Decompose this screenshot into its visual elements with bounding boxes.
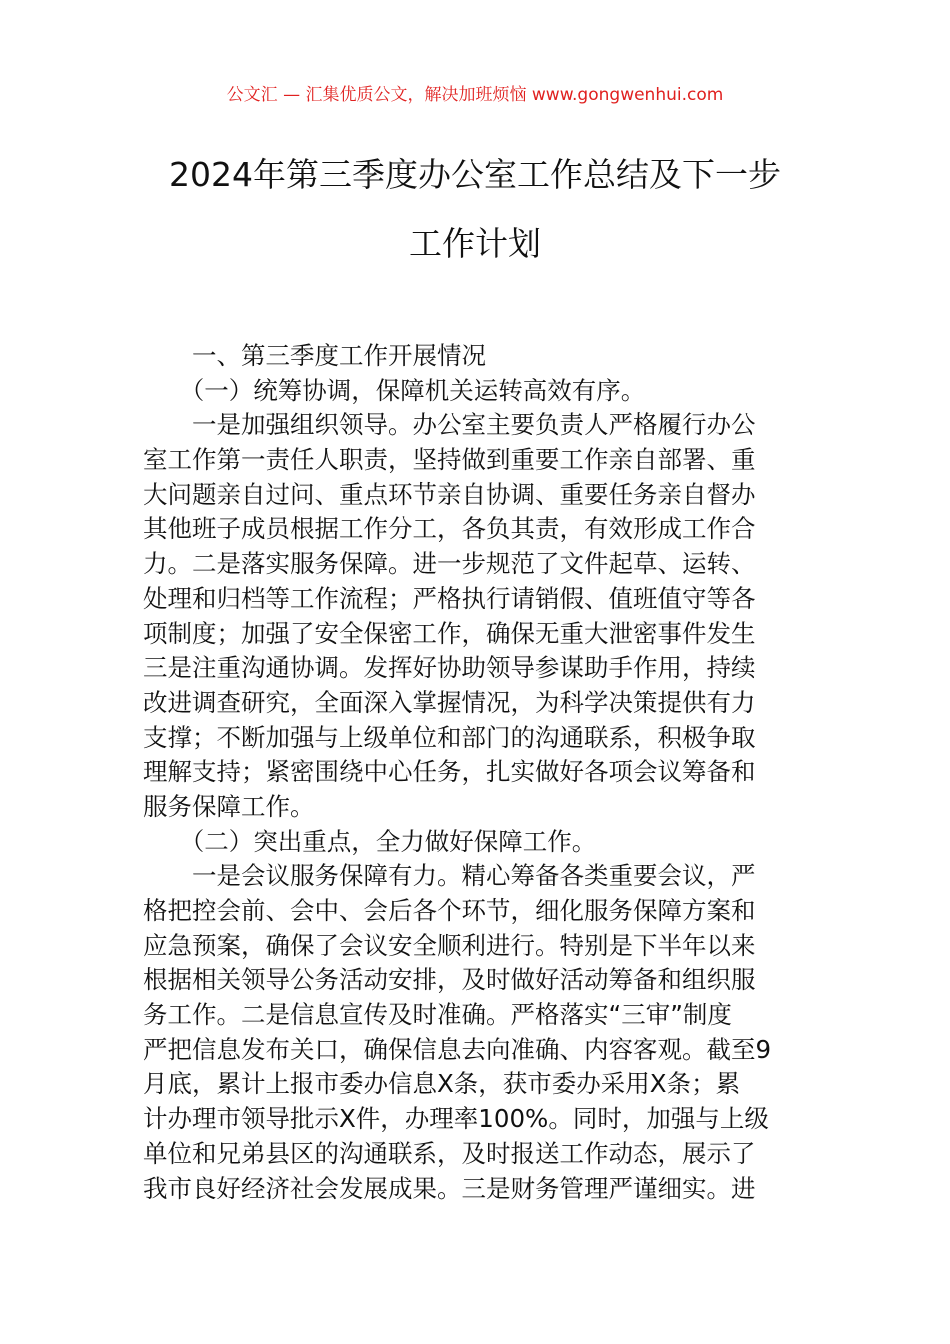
body-line: 服务保障工作。 bbox=[143, 791, 315, 821]
body-line: 格把控会前、会中、会后各个环节，细化服务保障方案和 bbox=[143, 896, 756, 925]
document-title-line-2: 工作计划 bbox=[409, 224, 541, 263]
body-line: 根据相关领导公务活动安排，及时做好活动筹备和组织服 bbox=[143, 965, 756, 995]
body-line: 项制度；加强了安全保密工作，确保无重大泄密事件发生 bbox=[143, 618, 756, 648]
subsection-heading: （一）统筹协调，保障机关运转高效有序。 bbox=[143, 375, 646, 405]
body-line: 严把信息发布关口，确保信息去向准确、内容客观。截至9 bbox=[143, 1034, 772, 1064]
body-line: 处理和归档等工作流程；严格执行请销假、值班值守等各 bbox=[143, 583, 756, 613]
body-line: 计办理市领导批示X件，办理率100%。同时，加强与上级 bbox=[143, 1104, 769, 1134]
body-line: 单位和兄弟县区的沟通联系，及时报送工作动态，展示了 bbox=[143, 1138, 756, 1168]
body-line: 一是会议服务保障有力。精心筹备各类重要会议，严 bbox=[143, 861, 756, 891]
body-line: 支撑；不断加强与上级单位和部门的沟通联系，积极争取 bbox=[143, 722, 756, 752]
body-line: 大问题亲自过问、重点环节亲自协调、重要任务亲自督办 bbox=[143, 479, 756, 509]
body-line: 一是加强组织领导。办公室主要负责人严格履行办公 bbox=[143, 410, 756, 440]
document-title-line-1: 2024年第三季度办公室工作总结及下一步 bbox=[169, 155, 781, 194]
body-line: 务工作。二是信息宣传及时准确。严格落实“三审”制度 bbox=[143, 1000, 732, 1030]
body-line: 我市良好经济社会发展成果。三是财务管理严谨细实。进 bbox=[143, 1173, 756, 1203]
subsection-heading: （二）突出重点，全力做好保障工作。 bbox=[143, 826, 597, 856]
body-line: 月底，累计上报市委办信息X条，获市委办采用X条；累 bbox=[143, 1069, 741, 1099]
document-body bbox=[143, 339, 813, 1206]
body-line: 应急预案，确保了会议安全顺利进行。特别是下半年以来 bbox=[143, 930, 756, 960]
body-line: 三是注重沟通协调。发挥好协助领导参谋助手作用，持续 bbox=[143, 653, 756, 683]
site-banner: 公文汇 — 汇集优质公文，解决加班烦恼 www.gongwenhui.com bbox=[226, 85, 724, 105]
section-heading: 一、第三季度工作开展情况 bbox=[143, 341, 486, 370]
body-line: 力。二是落实服务保障。进一步规范了文件起草、运转、 bbox=[143, 549, 756, 579]
body-line: 理解支持；紧密围绕中心任务，扎实做好各项会议筹备和 bbox=[143, 757, 756, 787]
body-line: 改进调查研究，全面深入掌握情况，为科学决策提供有力 bbox=[143, 687, 756, 717]
body-line: 其他班子成员根据工作分工，各负其责，有效形成工作合 bbox=[143, 514, 756, 544]
body-line: 室工作第一责任人职责，坚持做到重要工作亲自部署、重 bbox=[143, 445, 756, 475]
